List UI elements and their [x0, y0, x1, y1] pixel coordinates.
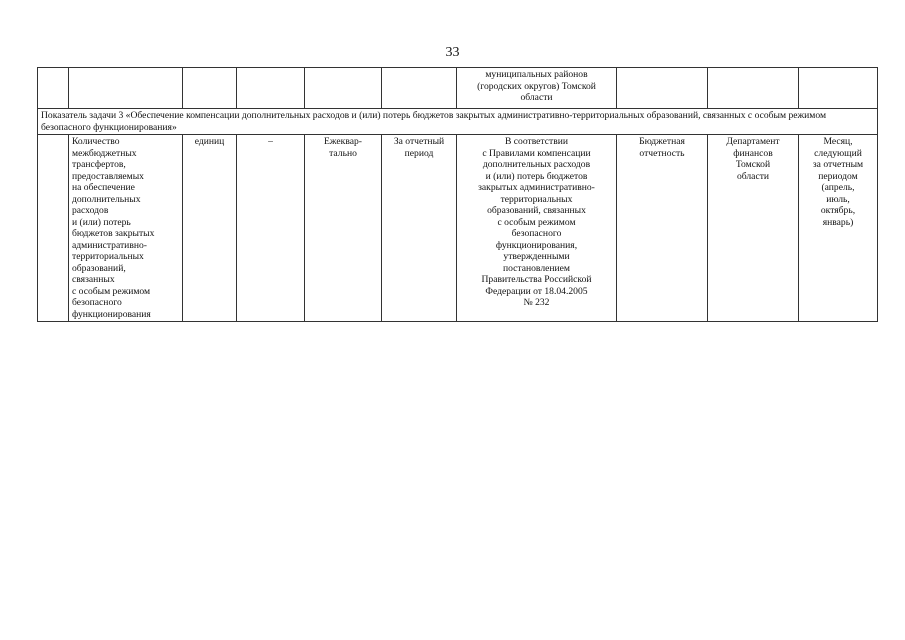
- cell: [183, 68, 237, 109]
- cell: [617, 68, 708, 109]
- cell: [708, 68, 799, 109]
- page-number: 33: [445, 45, 460, 60]
- cell-source: Бюджетная отчетность: [617, 135, 708, 322]
- cell: [237, 68, 305, 109]
- cell: [69, 68, 183, 109]
- section-row: [38, 109, 878, 135]
- cell-responsible: Департамент финансов Томской области: [708, 135, 799, 322]
- cell-indicator-name: Количество межбюджетных трансфертов, предоставляемых на обеспечение дополнительных расходов и (или) потерь бюджетов закрытых административно- территориальных образований, связанных с особым режимом безопасного функционирования: [69, 135, 183, 322]
- cell-number: [38, 135, 69, 322]
- cell-deadline: Месяц, следующий за отчетным периодом (апрель, июль, октябрь, январь): [799, 135, 878, 322]
- cell-time-characteristic: За отчетный период: [382, 135, 457, 322]
- cell-method: В соответствии с Правилами компенсации дополнительных расходов и (или) потерь бюджетов закрытых административно- территориальных образований, связанных с особым режимом безопасного функционирования, утвержденными постановлением Правительства Российской Федерации от 18.04.2005 № 232: [457, 135, 617, 322]
- continuation-row: [38, 68, 878, 109]
- cell-unit: единиц: [183, 135, 237, 322]
- cell-method-continued: муниципальных районов (городских округов) Томской области: [457, 68, 617, 109]
- cell: [38, 68, 69, 109]
- cell-algorithm: –: [237, 135, 305, 322]
- indicators-table: [37, 67, 878, 322]
- cell: [305, 68, 382, 109]
- cell: [382, 68, 457, 109]
- table-row: [38, 135, 878, 322]
- task-indicator-heading: Показатель задачи 3 «Обеспечение компенсации дополнительных расходов и (или) потерь бюджетов закрытых административно-территориальных образований, связанных с особым режимом безопасного функционирования»: [38, 109, 878, 135]
- cell: [799, 68, 878, 109]
- cell-periodicity: Ежеквар- тально: [305, 135, 382, 322]
